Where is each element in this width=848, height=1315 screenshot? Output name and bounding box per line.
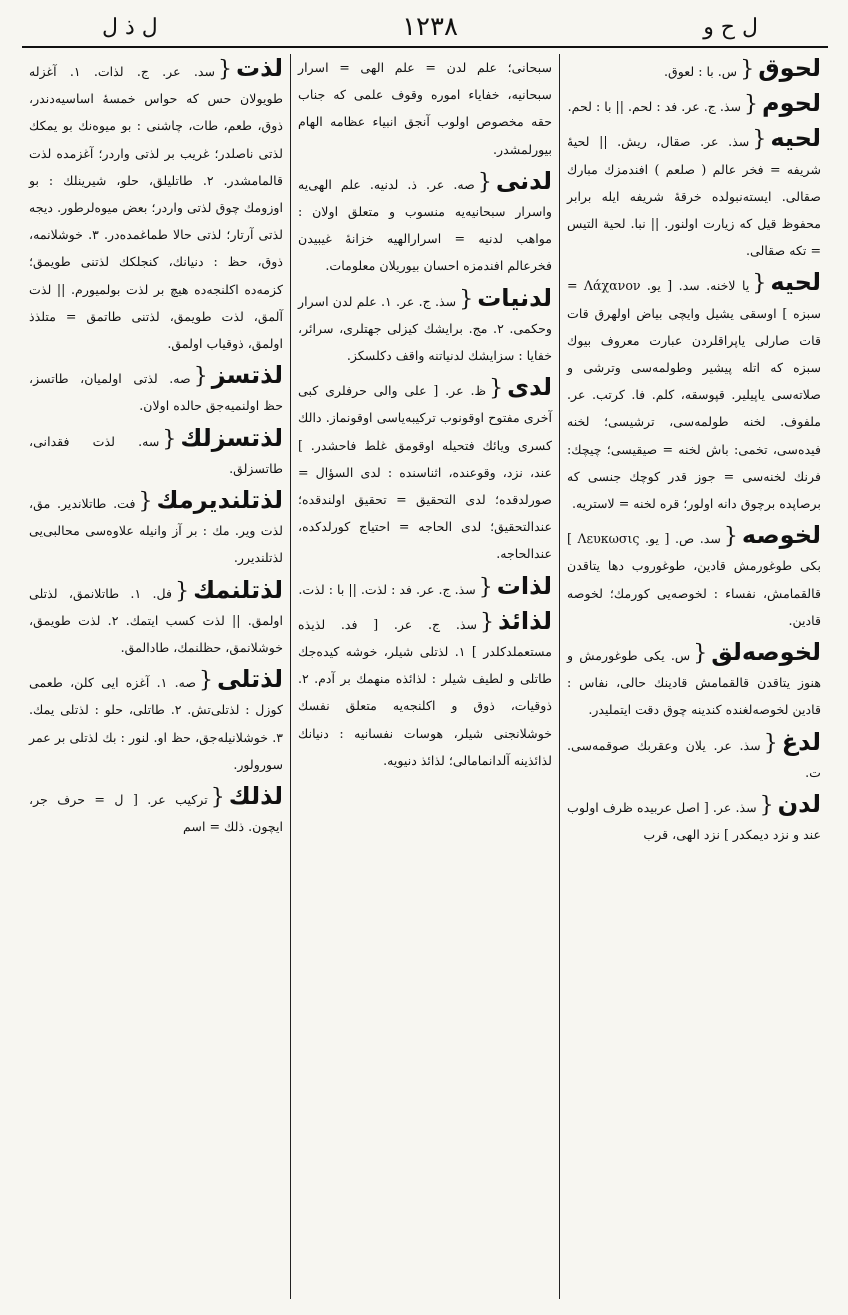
brace-glyph: { xyxy=(199,668,214,694)
headword: لذتلنمك xyxy=(193,575,283,604)
headword: لذتلی xyxy=(217,665,284,694)
dictionary-entry xyxy=(567,89,821,120)
brace-glyph: { xyxy=(752,127,767,153)
headword: لذائذ xyxy=(498,606,552,635)
definition: سذ. ج. عر. [ فد. لذیذه مستعملدکلدر ] ۱. لذتلی شیلر، خوشه کیده‌جك طاتلی و لطیف شیلر : لذائذه منهمك بر آدم. ۲. ذوقیات، ذوق و اکلنجه‌یه متعلق نفسك خوشلانجنی شیلر، هوسات نفسانیه : دنیانك لذائذینه آلدانمامالی؛ لذائذ دنیویه. xyxy=(298,616,552,768)
dictionary-entry xyxy=(567,268,821,517)
dictionary-entry xyxy=(567,728,821,786)
definition: سه. لذت فقدانی، طاتسزلق. xyxy=(29,433,283,476)
definition: سذ. ج. عر. فد : لذت. || با : لذت. xyxy=(298,581,476,597)
dictionary-entry xyxy=(29,361,283,419)
definition: س. یکی طوغورمش و هنوز یتاقدن قالقمامش قادینك حالی، نفاس : قادین لخوصه‌لغنده کندینه چوق دقت ایتملیدر. xyxy=(567,648,821,718)
dictionary-entry xyxy=(567,521,821,634)
brace-glyph: { xyxy=(138,489,153,515)
page-header xyxy=(22,8,828,48)
definition: ترکیب عر. [ ل = حرف جر، ایچون. ذلك = اسم xyxy=(29,792,283,835)
definition: س. با : لعوق. xyxy=(664,64,738,79)
brace-glyph: { xyxy=(175,578,190,604)
dictionary-entry xyxy=(298,167,552,280)
brace-glyph: { xyxy=(489,376,504,402)
headword: لدن xyxy=(777,790,821,819)
dictionary-entry xyxy=(298,373,552,567)
brace-glyph: { xyxy=(693,641,708,667)
headword: لدنی xyxy=(495,166,552,195)
header-left-guide: ل ذ ل xyxy=(102,14,158,40)
headword: لحیه xyxy=(770,268,821,297)
brace-glyph: { xyxy=(162,426,177,452)
definition: سد. ص. [ یو. Λευκωσις ] بکی طوغورمش قادین، طوغوروب دها یتاقدن قالقمامش، نفساء : لخوصه‌یی کورمك؛ لخوصه قادین. xyxy=(567,531,821,628)
dictionary-entry xyxy=(29,424,283,482)
dictionary-entry xyxy=(298,284,552,370)
definition: سبحانی؛ علم لدن = علم الهی = اسرار سبحانیه، خفایاء اموره وقوف علمی که جناب حقه مخصوص اولوب آنجق انبیاء عظامه الهام بیورلمشدر. xyxy=(298,60,552,157)
headword: لدغ xyxy=(781,727,821,756)
brace-glyph: { xyxy=(480,609,495,635)
header-right-guide: ل ح و xyxy=(703,14,758,40)
dictionary-entry xyxy=(29,665,283,778)
brace-glyph: { xyxy=(744,92,759,118)
brace-glyph: { xyxy=(759,793,774,819)
dictionary-entry xyxy=(567,54,821,85)
headword: لحوم xyxy=(762,89,821,118)
definition: ظ. عر. [ علی والی حرفلری کبی آخری مفتوح اوقونوب ترکیبه‌یاسی اوقونماز. دالك کسری ویائك فتحیله اوقومق غلط فاحشدر. ] عند، نزد، وقوعنده، اثناسنده : لدی السؤال = صورلدقده؛ لدی التحقیق = تحقیق اولندقده؛ عندالتحقیق؛ لدی الحاجه = احتیاج کورلدکده، عندالحاجه. xyxy=(298,383,552,562)
brace-glyph: { xyxy=(459,286,474,312)
headword: لذات xyxy=(496,571,552,600)
definition: یا لاخنه. سد. [ یو. Λάχανον = سبزه ] اوسقی یشیل وایچی بیاض اولهرق قات قات صارلی یاپراقلردن عبارت معروف بیوك سبزه که اتله پیشیر وطولمه‌سی وترشی و صلاته‌سی یاپیلیر. قپوسقه، کلم. فا. کرتب. عر. ملفوف. لخنه طولمه‌سی، ترشیسی؛ لخنه فیده‌سی، تخمی: باش لخنه = صیقیسی؛ چیچك: فرنك لخنه‌سی = جوز قدر کوچك جنسی که برصاپده برچوق دانه اولور؛ قره لخنه = لاستریه. xyxy=(567,278,821,512)
dictionary-entry xyxy=(298,607,552,774)
definition: سذ. عر. [ اصل عربیده ظرف اولوب عند و نزد دیمکدر ] نزد الهی، قرب xyxy=(567,800,821,843)
dictionary-columns xyxy=(22,54,828,1299)
dictionary-entry xyxy=(29,54,283,357)
page-number: ١٢٣٨ xyxy=(402,12,458,42)
brace-glyph: { xyxy=(210,785,225,811)
definition: صه. لذتی اولمیان، طاتسز، حظ اولنمیه‌جق حالده اولان. xyxy=(29,371,283,414)
dictionary-entry xyxy=(29,486,283,572)
brace-glyph: { xyxy=(218,57,232,82)
headword: لخوصه‌لق xyxy=(711,638,821,667)
headword: لذلك xyxy=(228,782,283,811)
headword: لذتسز xyxy=(211,361,283,390)
brace-glyph: { xyxy=(193,364,208,390)
definition: صه. ۱. آغزه ایی کلن، طعمی کوزل : لذتلی‌تش. ۲. طاتلی، حلو : لذتلی یمك. ۳. خوشلانیله‌جق، حظ او. لنور : بك لذتلی بر عمر سورولور. xyxy=(29,675,284,772)
brace-glyph: { xyxy=(477,169,492,195)
headword: لذتلندیرمك xyxy=(156,486,283,515)
headword: لذت xyxy=(236,54,283,82)
column-2 xyxy=(290,54,559,1299)
headword: لذتسزلك xyxy=(180,423,283,452)
definition: فت. طاتلاندیر. مق، لذت ویر. مك : بر آز وانیله علاوه‌سی محالبی‌یی لذتلندیرر. xyxy=(29,496,283,566)
headword: لحوق xyxy=(758,54,821,82)
definition: سذ. عر. یلان وعقربك صوقمه‌سی. ت. xyxy=(567,737,821,780)
headword: لدنیات xyxy=(477,283,552,312)
definition: سذ. ج. عر. فد : لحم. || با : لحم. xyxy=(567,99,742,115)
definition: فل. ۱. طاتلانمق، لذتلی اولمق. || لذت کسب ایتمك. ۲. لذت طویمق، خوشلانمق، حظلنمك، طادالمق. xyxy=(29,585,283,656)
brace-glyph: { xyxy=(752,271,767,297)
definition: سد. عر. ج. لذات. ۱. آغزله طویولان حس که حواس خمسهٔ اساسیه‌دندر، ذوق، طعم، طات، چاشنی : بو میوه‌نك بو یمکك لذتی ناصلدر؛ غریب بر لذتی واردر؛ آغزمده لذت قالمامشدر. ۲. طاتلیلق، حلو، شیرینلك : بو اوزومك چوق لذتی واردر؛ بعض میوه‌لرطور. دیجه لذتی آرتار؛ لذتی حالا طماغمده‌در. ۳. خوشلانمه، ذوق، حظ : دنیانك، کنجلکك لذتنی طویمق؛ کزمه‌ده اکلنجه‌ده هیچ بر لذت بولمیورم. || لذت آلمق، لذت طویمق، لذتنی طاتمق = متلذذ اولمق، ذوقیاب اولمق. xyxy=(29,64,284,352)
headword: لدی xyxy=(507,373,552,402)
dictionary-entry xyxy=(567,638,821,724)
brace-glyph: { xyxy=(478,574,493,600)
brace-glyph: { xyxy=(763,730,778,756)
definition: سذ. ج. عر. ۱. علم لدن اسرار وحکمی. ۲. مج. برایشك کیزلی جهتلری، سرائر، خفایا : سزایشك لدنیاتنه واقف دکلسکز. xyxy=(298,293,552,364)
dictionary-entry xyxy=(567,790,821,848)
brace-glyph: { xyxy=(723,524,738,550)
dictionary-entry xyxy=(29,576,283,662)
column-1 xyxy=(559,54,828,1299)
column-3 xyxy=(22,54,290,1299)
definition: سذ. عر. صقال، ریش. || لحیهٔ شریفه = فخر عالم ( صلعم ) افندمزك مبارك صقالی. ایسته‌نبولده خرقهٔ شریفه ایله برابر محفوظ قیل که زیارت اولنور. || نبا. لحیة التیس = تکه صقالی. xyxy=(567,134,821,259)
headword: لحیه xyxy=(770,124,821,153)
dictionary-entry xyxy=(567,124,821,264)
headword: لخوصه xyxy=(741,521,822,550)
dictionary-entry xyxy=(29,782,283,840)
dictionary-entry xyxy=(298,54,552,163)
definition: صه. عر. ذ. لدنیه. علم الهی‌یه واسرار سبحانیه‌یه منسوب و متعلق اولان : مواهب لدنیه = اسرارالهیه خزانهٔ غیبیدن فخرعالم افندمزه احسان بیوریلان معلومات. xyxy=(298,176,552,274)
brace-glyph: { xyxy=(740,57,755,82)
dictionary-entry xyxy=(298,572,552,603)
